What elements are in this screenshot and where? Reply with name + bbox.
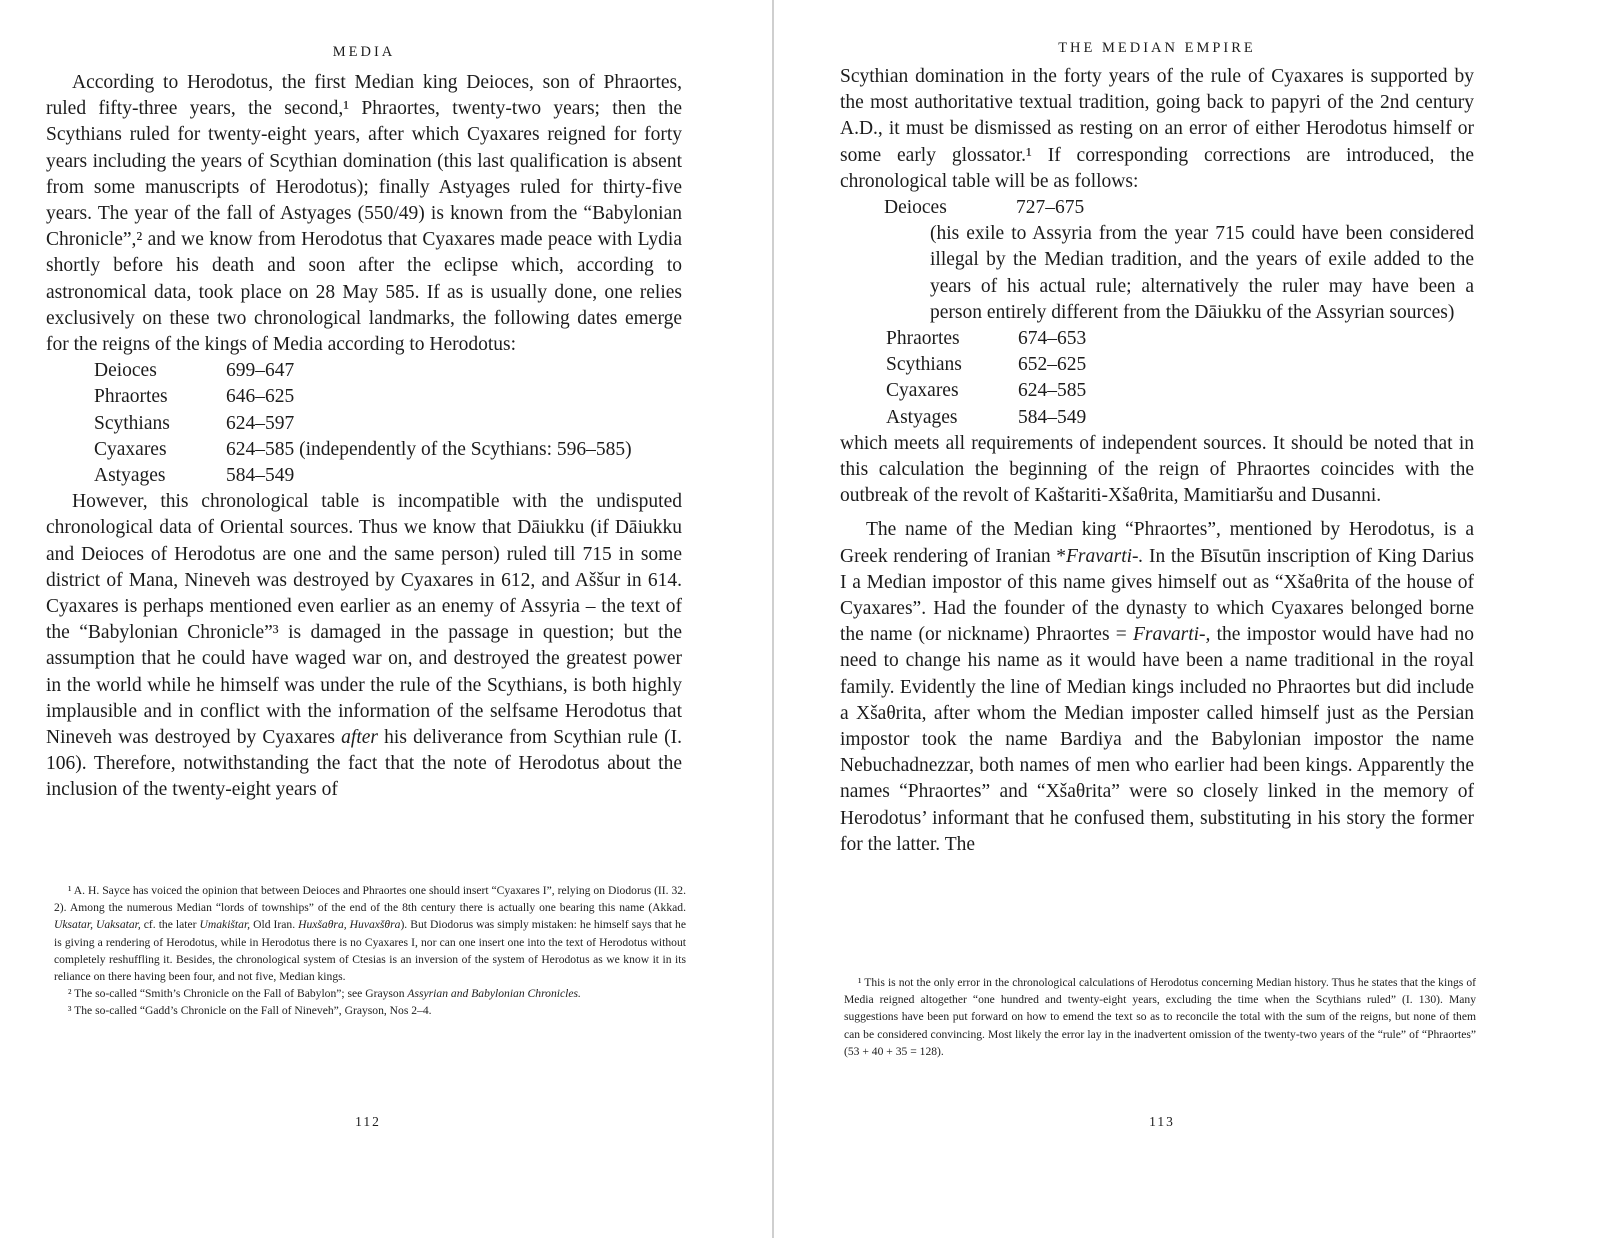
reign-years: 652–625 [1018, 354, 1087, 376]
footnotes [844, 974, 1476, 1060]
gutter [772, 0, 774, 1238]
paragraph: Scythian domination in the forty years of the rule of Cyaxares is supported by the most authoritative textual tradition, going back to papyri of the 2nd century A.D., it must be dismissed as resting on an error of either Herodotus himself or some early glossator.¹ If corresponding corrections are introduced, the chronological table will be as follows: [840, 66, 1474, 192]
table-row [886, 352, 1086, 378]
king-name: Phraortes [94, 386, 168, 408]
table-row [94, 463, 632, 489]
footnote-1: ¹ A. H. Sayce has voiced the opinion that between Deioces and Phraortes one should insert “Cyaxares I”, relying on Diodorus (II. 32. 2). Among the numerous Median “lords of townships” of the end of the 8th century there is actually one bearing this name (Akkad. Uksatar, Uaksatar, cf. the later Umakištar, Old Iran. Huxšaθra, Huvaxšθra). But Diodorus was simply mistaken: he himself says that he is giving a rendering of Herodotus, while in Herodotus there is no Cyaxares I, nor can one insert one into the text of Herodotus without completely reshuffling it. Besides, the chronological system of Ctesias is an inversion of the system of Herodotus as we know it in its reliance on there having been four, and not five, Median kings. [54, 884, 686, 984]
king-name: Scythians [94, 412, 170, 434]
table-row [884, 195, 1084, 221]
table-row [886, 378, 1086, 404]
table-row [94, 437, 632, 463]
page-number: 113 [1149, 1114, 1175, 1129]
reign-table [94, 358, 632, 489]
footnote-3: ³ The so-called “Gadd’s Chronicle on the Fall of Nineveh”, Grayson, Nos 2–4. [68, 1004, 432, 1018]
reign-years: 584–549 [226, 465, 295, 487]
reign-years: 624–585 (independently of the Scythians: 596–585) [226, 438, 632, 460]
running-head: MEDIA [332, 44, 396, 60]
reign-years: 727–675 [1016, 197, 1085, 219]
paragraph: The name of the Median king “Phraortes”, mentioned by Herodotus, is a Greek rendering of Iranian *Fravarti-. In the Bīsutūn inscription of King Darius I a Median impostor of this name gives himself out as “Xšaθrita of the house of Cyaxares”. Had the founder of the dynasty to which Cyaxares belonged borne the name (or nickname) Phraortes = Fravarti-, the impostor would have had no need to change his name as it would have been a name traditional in the royal family. Evidently the line of Median kings included no Phraortes but did include a Xšaθrita, after whom the Median imposter called himself just as the Persian impostor took the name Bardiya and the Babylonian impostor the name Nebuchadnezzar, both names of men who earlier had been kings. Apparently the names “Phraortes” and “Xšaθrita” were so closely linked in the memory of Herodotus’ informant that he confused them, substituting in his story the former for the latter. The [840, 519, 1475, 855]
page-number: 112 [355, 1114, 381, 1129]
footnotes [54, 882, 686, 1020]
king-name: Deioces [94, 360, 157, 382]
reign-table [886, 326, 1086, 431]
footnote-1: ¹ This is not the only error in the chronological calculations of Herodotus concerning Median history. Thus he states that the kings of Media reigned altogether “one hundred and twenty-eight years, excluding the time when the Scythians ruled” (I. 130). Many suggestions have been put forward on how to emend the text so as to reconcile the total with the sum of the reigns, but none of them can be considered convincing. Most likely the error lay in the inadvertent omission of the twenty-two years of the “rule” of “Phraortes” (53 + 40 + 35 = 128). [844, 976, 1476, 1058]
reign-years: 699–647 [226, 360, 295, 382]
paragraph: According to Herodotus, the first Median king Deioces, son of Phraortes, ruled fifty-three years, the second,¹ Phraortes, twenty-two years; then the Scythians ruled for twenty-eight years, after which Cyaxares reigned for forty years including the years of Scythian domination (this last qualification is absent from some manuscripts of Herodotus); finally Astyages ruled for thirty-five years. The year of the fall of Astyages (550/49) is known from the “Babylonian Chronicle”,² and we know from Herodotus that Cyaxares made peace with Lydia shortly before his death and soon after the eclipse which, according to astronomical data, took place on 28 May 585. If as is usually done, one relies exclusively on these two chronological landmarks, the following dates emerge for the reigns of the kings of Media according to Herodotus: [46, 72, 682, 356]
reign-years: 674–653 [1018, 328, 1087, 350]
table-row [94, 411, 632, 437]
king-name: Astyages [94, 465, 166, 487]
table-row [886, 405, 1086, 431]
running-head: THE MEDIAN EMPIRE [1058, 40, 1256, 56]
deioces-note: (his exile to Assyria from the year 715 could have been considered illegal by the Median tradition, and the years of exile added to the years of his actual rule; alternatively the ruler may have been a person entirely different from the Dāiukku of the Assyrian sources) [930, 223, 1474, 323]
king-name: Cyaxares [886, 380, 959, 402]
reign-table-deioces [884, 195, 1084, 221]
paragraph: which meets all requirements of independent sources. It should be noted that in this calculation the beginning of the reign of Phraortes coincides with the outbreak of the revolt of Kaštariti-Xšaθrita, Mamitiaršu and Dusanni. [840, 432, 1474, 507]
right-body [840, 64, 1474, 858]
table-row [94, 358, 632, 384]
king-name: Astyages [886, 406, 958, 428]
left-page [0, 0, 770, 1238]
table-row [886, 326, 1086, 352]
footnote-2: ² The so-called “Smith’s Chronicle on the Fall of Babylon”; see Grayson Assyrian and Babylonian Chronicles. [68, 987, 581, 1001]
reign-years: 624–585 [1018, 380, 1087, 402]
king-name: Deioces [884, 197, 947, 219]
king-name: Cyaxares [94, 438, 167, 460]
king-name: Phraortes [886, 328, 960, 350]
reign-years: 584–549 [1018, 406, 1087, 428]
table-row [94, 384, 632, 410]
king-name: Scythians [886, 354, 962, 376]
paragraph: However, this chronological table is incompatible with the undisputed chronological data of Oriental sources. Thus we know that Dāiukku (if Dāiukku and Deioces of Herodotus are one and the same person) ruled till 715 in some district of Mana, Nineveh was destroyed by Cyaxares in 612, and Aššur in 614. Cyaxares is perhaps mentioned even earlier as an enemy of Assyria – the text of the “Babylonian Chronicle”³ is damaged in the passage in question; but the assumption that he could have waged war on, and destroyed the greatest power in the world while he himself was under the rule of the Scythians, is both highly implausible and in conflict with the information of the selfsame Herodotus that Nineveh was destroyed by Cyaxares after his deliverance from Scythian rule (I. 106). Therefore, notwithstanding the fact that the note of Herodotus about the inclusion of the twenty-eight years of [46, 491, 683, 801]
left-body [46, 70, 682, 804]
reign-years: 624–597 [226, 412, 295, 434]
reign-years: 646–625 [226, 386, 295, 408]
right-page [776, 0, 1600, 1238]
